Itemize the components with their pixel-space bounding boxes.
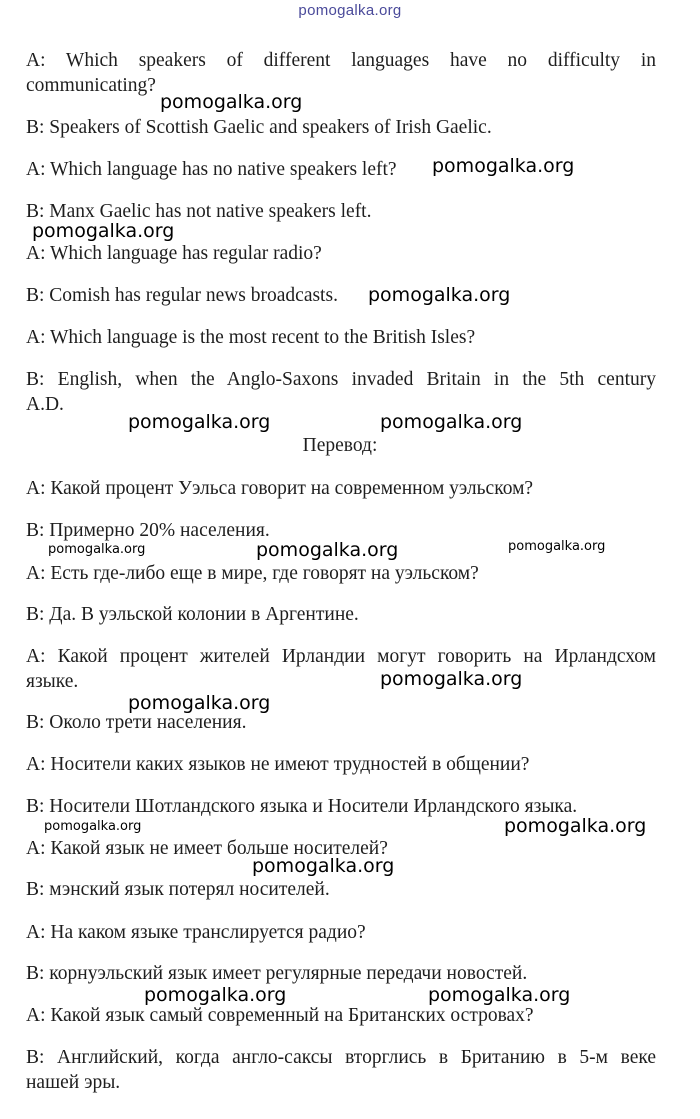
watermark: pomogalka.org bbox=[128, 411, 271, 433]
watermark: pomogalka.org bbox=[428, 984, 571, 1006]
watermark: pomogalka.org bbox=[48, 542, 146, 557]
watermark: pomogalka.org bbox=[508, 539, 606, 554]
dialogue-line: B: Да. В уэльской колонии в Аргентине. bbox=[26, 604, 359, 625]
dialogue-line: A: Which language is the most recent to the British Isles? bbox=[26, 327, 476, 348]
watermark: pomogalka.org bbox=[504, 815, 647, 837]
dialogue-line: communicating? bbox=[26, 75, 156, 96]
dialogue-line: нашей эры. bbox=[26, 1072, 121, 1093]
dialogue-line: A.D. bbox=[26, 394, 64, 415]
watermark: pomogalka.org bbox=[144, 984, 287, 1006]
watermark: pomogalka.org bbox=[160, 91, 303, 113]
dialogue-line: B: Примерно 20% населения. bbox=[26, 520, 270, 541]
translation-heading: Перевод: bbox=[302, 435, 378, 456]
dialogue-line: A: Which language has no native speakers left? bbox=[26, 159, 397, 180]
dialogue-line: языке. bbox=[26, 671, 79, 692]
watermark: pomogalka.org bbox=[252, 855, 395, 877]
watermark: pomogalka.org bbox=[44, 819, 142, 834]
dialogue-line: A: Какой язык не имеет больше носителей? bbox=[26, 838, 388, 859]
dialogue-line: A: Какой процент Уэльса говорит на современном уэльском? bbox=[26, 478, 534, 499]
dialogue-line: A: На каком языке транслируется радио? bbox=[26, 922, 366, 943]
watermark: pomogalka.org bbox=[32, 220, 175, 242]
dialogue-line: B: English, when the Anglo-Saxons invaded Britain in the 5th century bbox=[26, 369, 656, 390]
dialogue-line: B: Comish has regular news broadcasts. bbox=[26, 285, 338, 306]
dialogue-line: A: Какой процент жителей Ирландии могут говорить на Ирландсхом bbox=[26, 646, 656, 667]
dialogue-line: A: Носители каких языков не имеют трудностей в общении? bbox=[26, 754, 530, 775]
dialogue-line: A: Какой язык самый современный на Британских островах? bbox=[26, 1005, 534, 1026]
dialogue-line: A: Which language has regular radio? bbox=[26, 243, 322, 264]
site-header: pomogalka.org bbox=[298, 2, 402, 19]
dialogue-line: B: Носители Шотландского языка и Носители Ирландского языка. bbox=[26, 796, 578, 817]
watermark: pomogalka.org bbox=[256, 539, 399, 561]
dialogue-line: B: мэнский язык потерял носителей. bbox=[26, 879, 330, 900]
dialogue-line: B: корнуэльский язык имеет регулярные передачи новостей. bbox=[26, 963, 528, 984]
watermark: pomogalka.org bbox=[380, 668, 523, 690]
watermark: pomogalka.org bbox=[380, 411, 523, 433]
watermark: pomogalka.org bbox=[128, 692, 271, 714]
dialogue-line: A: Есть где-либо еще в мире, где говорят на уэльском? bbox=[26, 563, 479, 584]
dialogue-line: B: Speakers of Scottish Gaelic and speakers of Irish Gaelic. bbox=[26, 117, 492, 138]
dialogue-line: A: Which speakers of different languages have no difficulty in bbox=[26, 50, 656, 71]
watermark: pomogalka.org bbox=[368, 284, 511, 306]
watermark: pomogalka.org bbox=[432, 155, 575, 177]
dialogue-line: B: Около трети населения. bbox=[26, 712, 247, 733]
dialogue-line: B: Manx Gaelic has not native speakers left. bbox=[26, 201, 372, 222]
dialogue-line: B: Английский, когда англо-саксы вторглись в Британию в 5-м веке bbox=[26, 1047, 656, 1068]
